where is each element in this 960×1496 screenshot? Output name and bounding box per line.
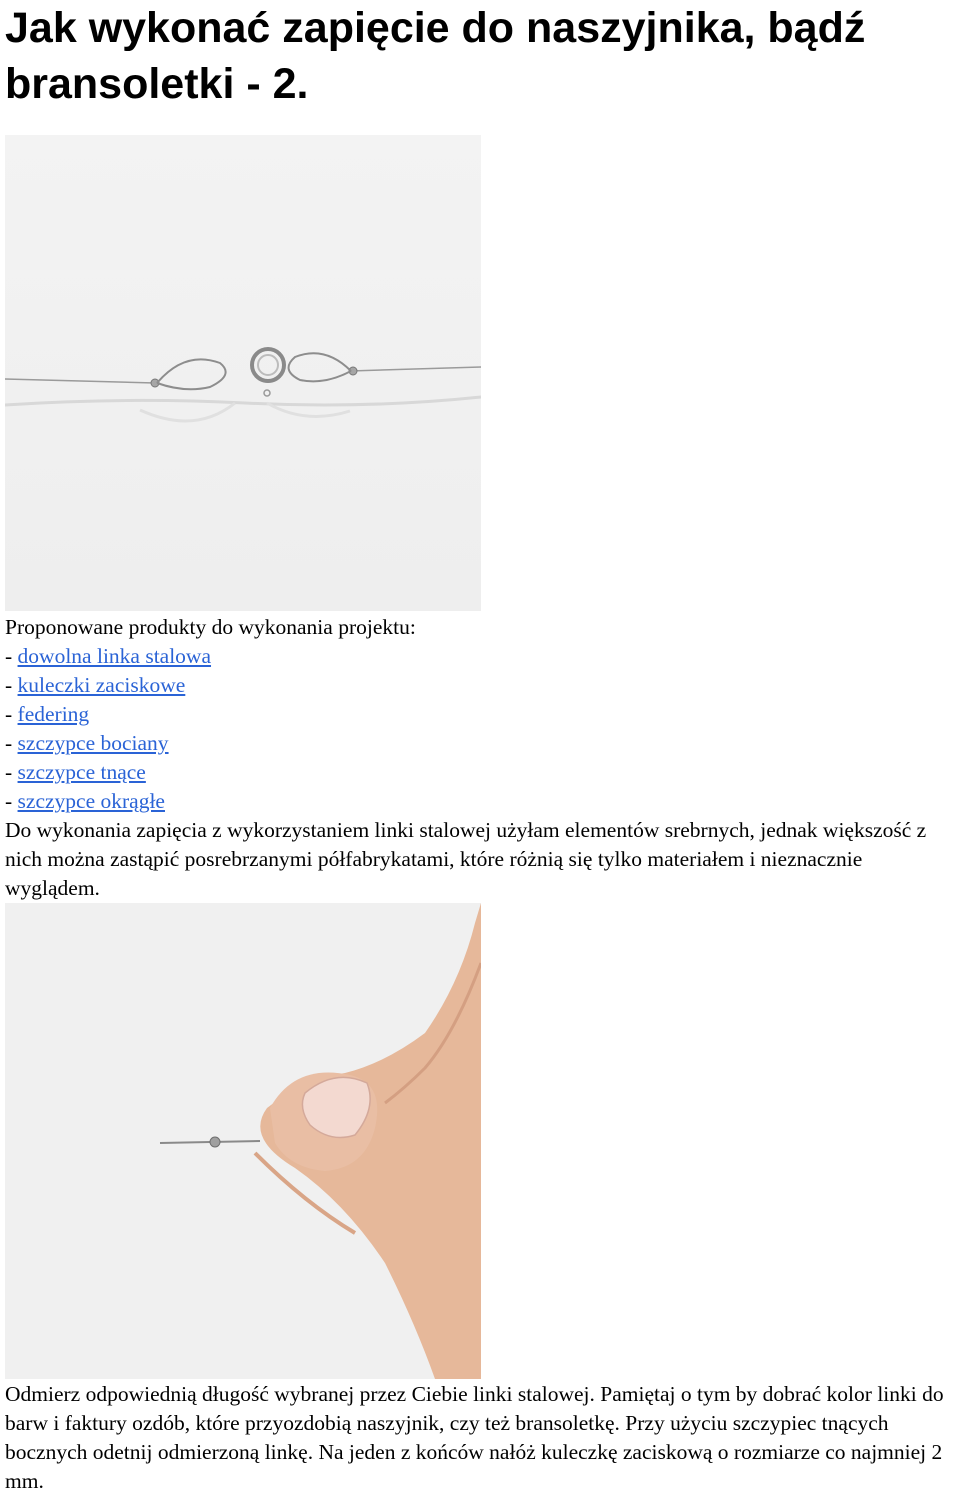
products-list <box>5 613 960 816</box>
product-item <box>5 700 960 729</box>
clasp-photo <box>5 135 481 611</box>
list-dash: - <box>5 644 18 668</box>
product-item <box>5 642 960 671</box>
product-link-szczypce-tnace[interactable]: szczypce tnące <box>17 760 146 784</box>
list-dash: - <box>5 731 18 755</box>
products-intro: Proponowane produkty do wykonania projektu: <box>5 615 416 639</box>
product-item <box>5 758 960 787</box>
product-link-szczypce-bociany[interactable]: szczypce bociany <box>17 731 169 755</box>
clasp-on-wire-image <box>5 135 481 611</box>
page-title: Jak wykonać zapięcie do naszyjnika, bądź bransoletki - 2. <box>5 4 866 108</box>
product-link-federing[interactable]: federing <box>17 702 90 726</box>
finger-holding-wire-image <box>5 903 481 1379</box>
list-dash: - <box>5 673 18 697</box>
product-link-linka-stalowa[interactable]: dowolna linka stalowa <box>17 644 212 668</box>
list-dash: - <box>5 789 18 813</box>
description-paragraph: Do wykonania zapięcia z wykorzystaniem linki stalowej użyłam elementów srebrnych, jednak większość z nich można zastąpić posrebrzanymi półfabrykatami, które różnią się tylko materiałem i nieznacznie wyglądem. <box>5 818 927 900</box>
product-item <box>5 729 960 758</box>
step-paragraph: Odmierz odpowiednią długość wybranej przez Ciebie linki stalowej. Pamiętaj o tym by dobrać kolor linki do barw i faktury ozdób, które przyozdobią naszyjnik, czy też bransoletkę. Przy użyciu szczypiec tnących bocznych odetnij odmierzoną linkę. Na jeden z końców nałóż kuleczkę zaciskową o rozmiarze co najmniej 2 mm. <box>5 1382 944 1493</box>
step-photo <box>5 903 481 1379</box>
product-item <box>5 671 960 700</box>
product-link-szczypce-okragle[interactable]: szczypce okrągłe <box>17 789 165 813</box>
list-dash: - <box>5 702 18 726</box>
product-link-kuleczki-zaciskowe[interactable]: kuleczki zaciskowe <box>17 673 186 697</box>
list-dash: - <box>5 760 18 784</box>
product-item <box>5 787 960 816</box>
